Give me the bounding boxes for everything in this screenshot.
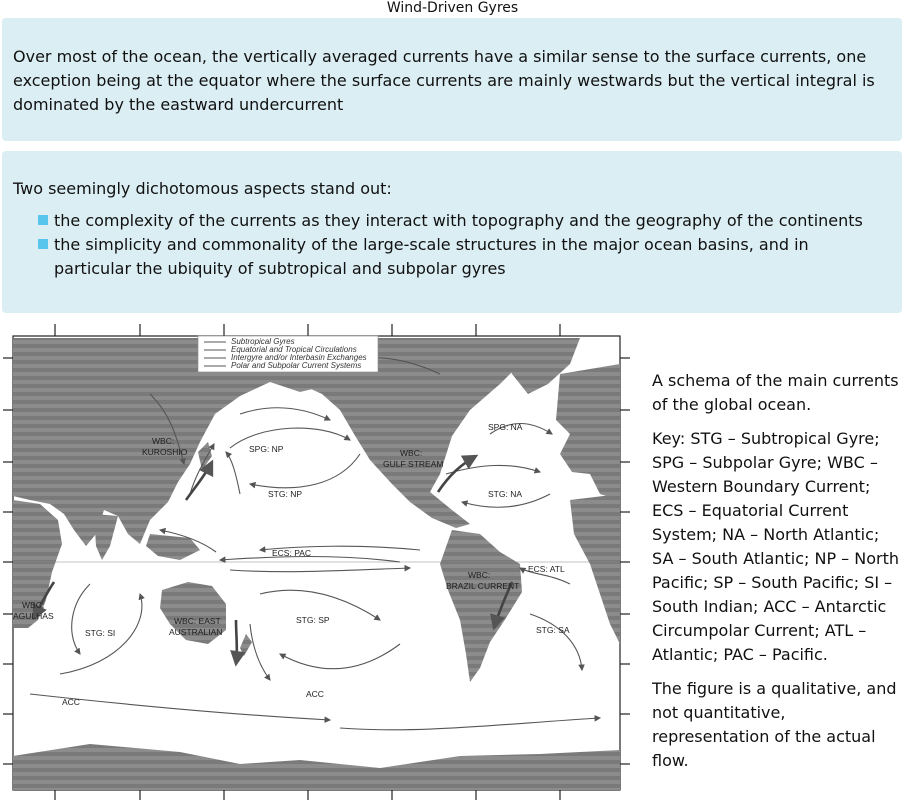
label-stg-sp: STG: SP bbox=[296, 615, 330, 625]
legend-subtropical: Subtropical Gyres bbox=[231, 337, 295, 346]
summary-text: Over most of the ocean, the vertically averaged currents have a similar sense to the surface currents, one exception being at the equator where the surface currents are mainly westwards but the vertical integral is dominated by the eastward undercurrent bbox=[13, 47, 875, 114]
label-gulf-1: WBC: bbox=[400, 448, 423, 458]
label-gulf-2: GULF STREAM bbox=[383, 459, 444, 469]
list-item-text: the complexity of the currents as they interact with topography and the geography of the continents bbox=[54, 211, 863, 230]
summary-box bbox=[2, 18, 902, 141]
list-item-text: the simplicity and commonality of the large-scale structures in the major ocean basins, and in particular the ubiquity of subtropical and subpolar gyres bbox=[54, 235, 809, 278]
legend-equatorial: Equatorial and Tropical Circulations bbox=[231, 345, 357, 354]
label-stg-si: STG: SI bbox=[85, 628, 116, 638]
list-item bbox=[38, 209, 890, 233]
label-stg-na: STG: NA bbox=[488, 489, 523, 499]
label-spg-na: SPG: NA bbox=[488, 422, 523, 432]
label-stg-np: STG: NP bbox=[268, 489, 303, 499]
list-item bbox=[38, 233, 890, 281]
aspects-list bbox=[13, 209, 890, 281]
label-stg-sa: STG: SA bbox=[536, 625, 570, 635]
bullet-square-icon bbox=[38, 239, 48, 249]
label-kuroshio-1: WBC: bbox=[152, 436, 175, 446]
map-svg bbox=[0, 324, 640, 800]
label-eaust-2: AUSTRALIAN bbox=[169, 627, 223, 637]
label-spg-np: SPG: NP bbox=[249, 444, 284, 454]
label-agulhas-2: AGULHAS bbox=[13, 611, 54, 621]
label-ecs-atl: ECS: ATL bbox=[528, 564, 565, 574]
legend-polar: Polar and Subpolar Current Systems bbox=[231, 361, 362, 370]
legend-intergyre: Intergyre and/or Interbasin Exchanges bbox=[231, 353, 367, 362]
label-eaust-1: WBC: EAST bbox=[174, 616, 221, 626]
aspects-intro: Two seemingly dichotomous aspects stand out: bbox=[13, 179, 392, 198]
caption-text: A schema of the main currents of the global ocean. bbox=[652, 371, 899, 414]
label-brazil-2: BRAZIL CURRENT bbox=[446, 581, 520, 591]
label-acc-1: ACC bbox=[62, 697, 80, 707]
label-agulhas-1: WBC: bbox=[22, 600, 45, 610]
label-acc-2: ACC bbox=[306, 689, 324, 699]
bullet-square-icon bbox=[38, 215, 48, 225]
ocean-currents-map bbox=[0, 324, 640, 800]
label-brazil-1: WBC: bbox=[468, 570, 491, 580]
label-ecs-pac: ECS: PAC bbox=[272, 548, 312, 558]
aspects-box bbox=[2, 151, 902, 313]
page-title: Wind-Driven Gyres bbox=[386, 0, 519, 16]
caption-key: Key: STG – Subtropical Gyre; SPG – Subpolar Gyre; WBC – Western Boundary Current; ECS – Equatorial Current System; NA – North Atlantic; SA – South Atlantic; NP – North Pacific; SP – South Pacific; SI – South Indian; ACC – Antarctic Circumpolar Current; ATL – Atlantic; PAC – Pacific. bbox=[652, 429, 900, 664]
label-kuroshio-2: KUROSHIO bbox=[142, 447, 188, 457]
figure-caption bbox=[652, 369, 904, 783]
map-legend bbox=[198, 336, 378, 372]
caption-note: The figure is a qualitative, and not quantitative, representation of the actual flow. bbox=[652, 679, 897, 770]
